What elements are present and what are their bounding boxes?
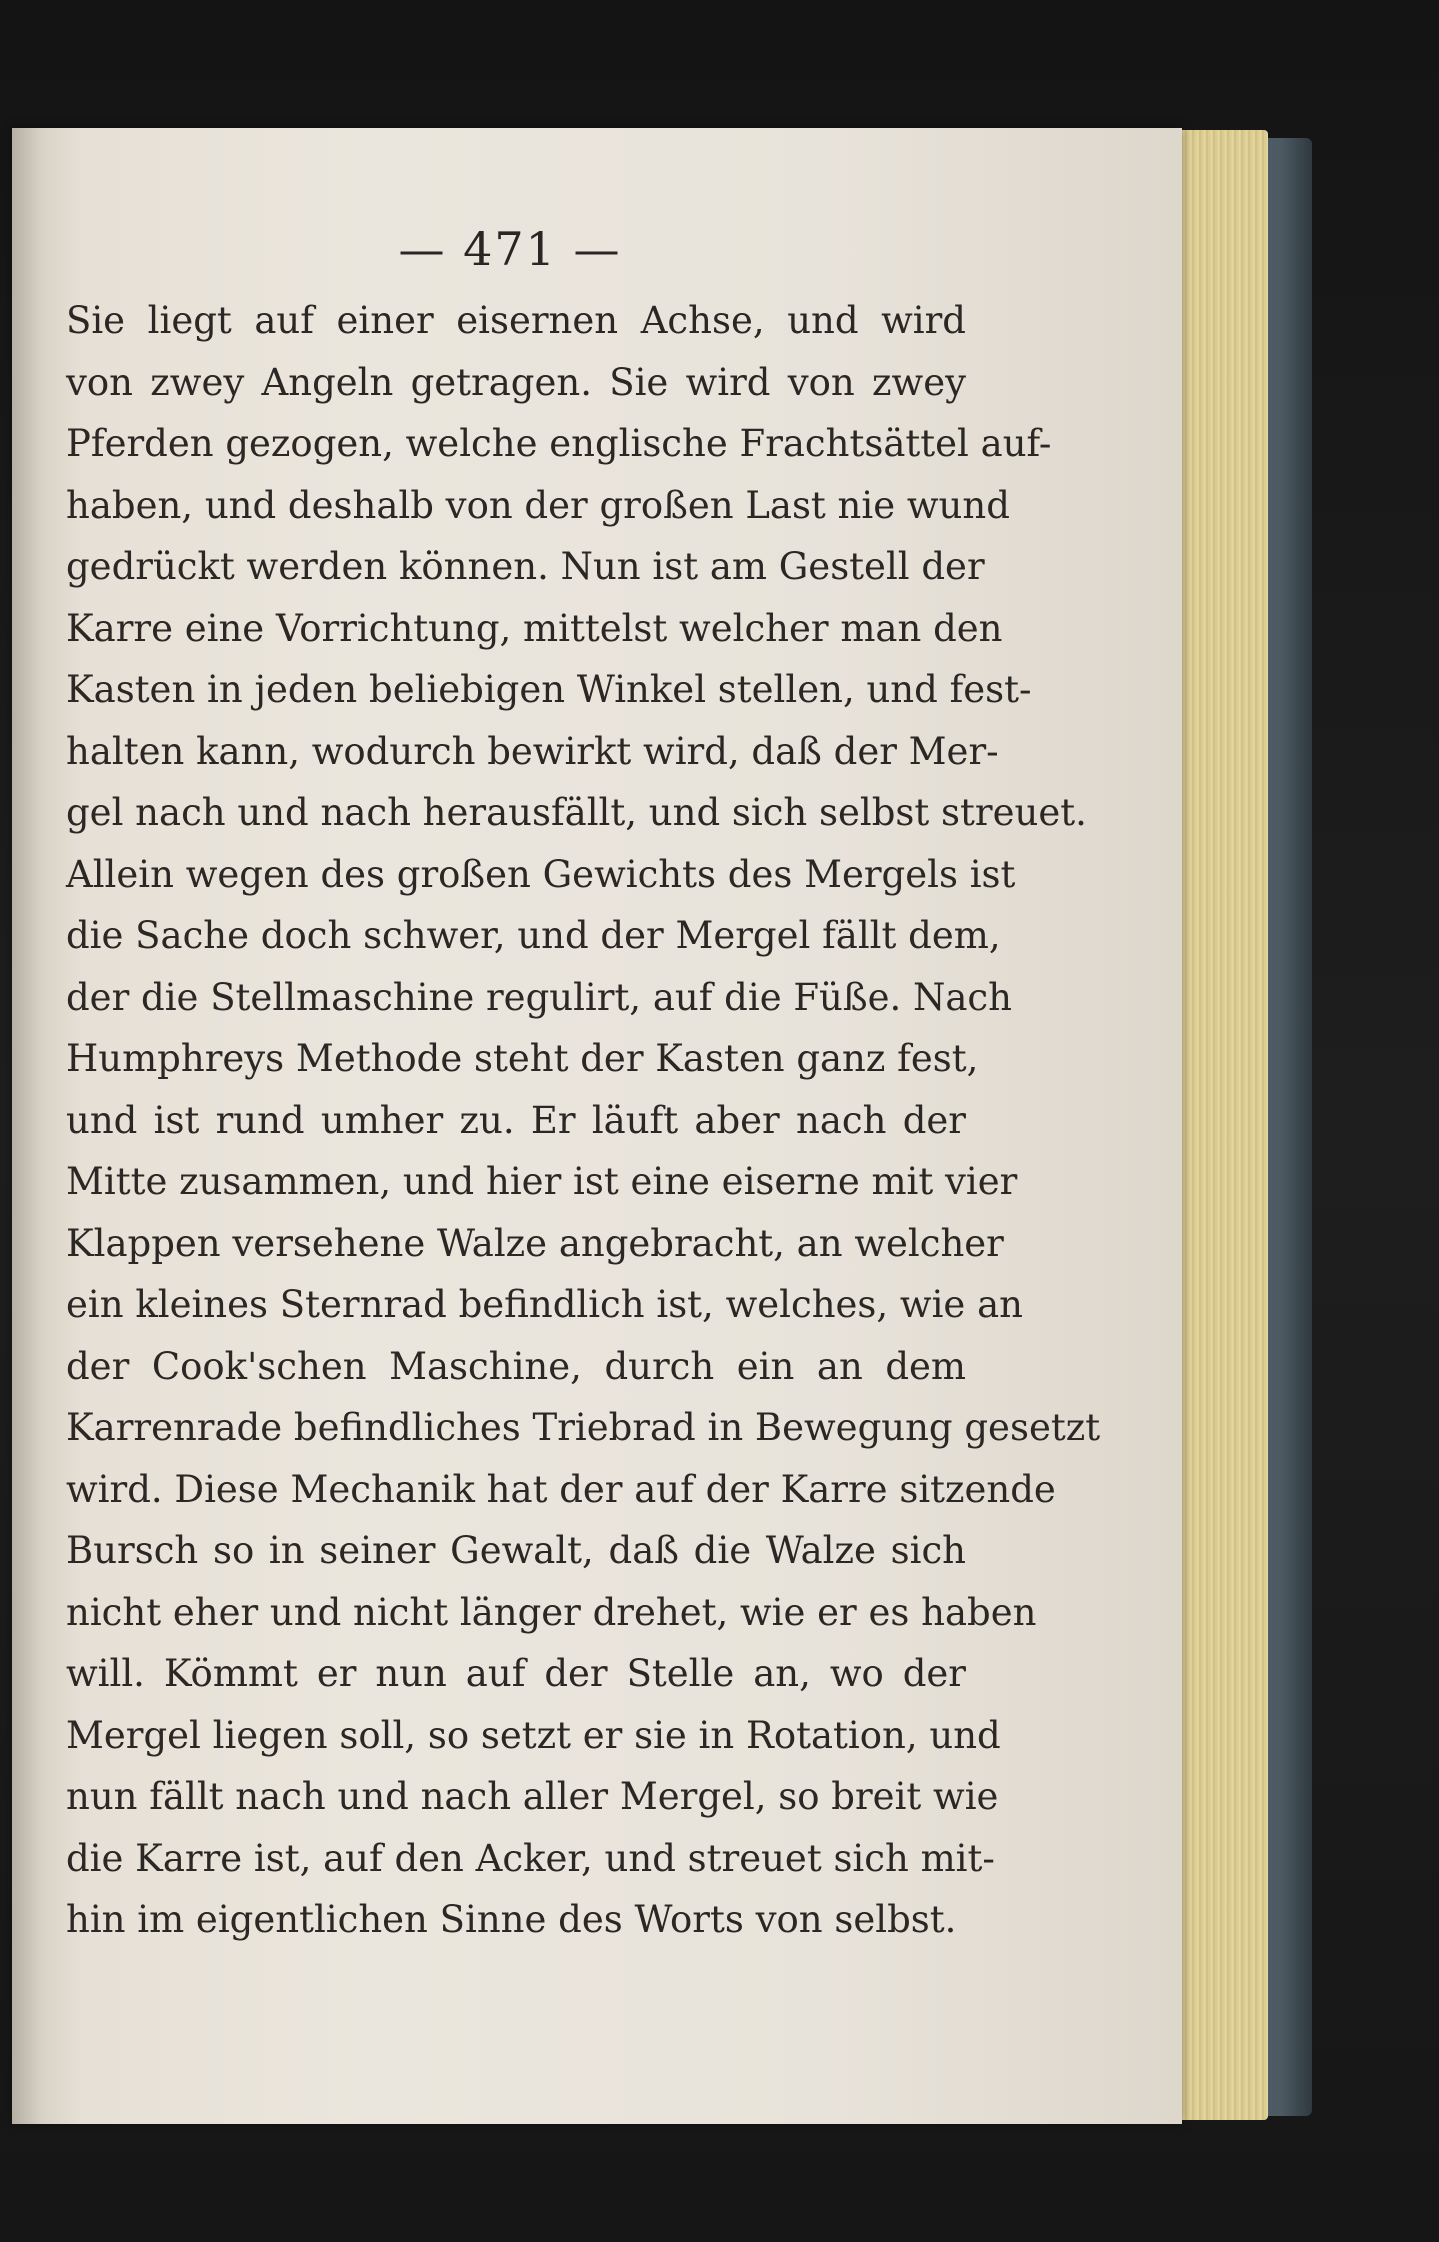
- text-line: Mergel liegen soll, so setzt er sie in Rotation, und: [66, 1713, 1001, 1757]
- text-line: ein kleines Sternrad befindlich ist, welches, wie an: [66, 1283, 1023, 1326]
- text-line: Karre eine Vorrichtung, mittelst welcher man den: [66, 606, 1003, 650]
- text-line: nun fällt nach und nach aller Mergel, so breit wie: [66, 1775, 999, 1818]
- text-line: der die Stellmaschine regulirt, auf die Füße. Nach: [66, 975, 1012, 1019]
- text-line: Kasten in jeden beliebigen Winkel stellen, und fest-: [66, 668, 1032, 711]
- page-number: — 471 —: [398, 222, 622, 276]
- text-line: die Karre ist, auf den Acker, und streuet sich mit-: [66, 1836, 995, 1880]
- text-line: Karrenrade befindliches Triebrad in Bewegung gesetzt: [66, 1406, 1101, 1449]
- text-line: nicht eher und nicht länger drehet, wie er es haben: [66, 1590, 1037, 1634]
- text-line: die Sache doch schwer, und der Mergel fällt dem,: [66, 914, 1001, 957]
- text-line: der Cook'schen Maschine, durch ein an dem: [66, 1344, 966, 1388]
- text-line: Allein wegen des großen Gewichts des Mergels ist: [66, 852, 1016, 896]
- body-text: [66, 290, 1101, 1951]
- text-line: Humphreys Methode steht der Kasten ganz fest,: [66, 1037, 979, 1080]
- text-line: gedrückt werden können. Nun ist am Gestell der: [66, 545, 985, 588]
- text-line: und ist rund umher zu. Er läuft aber nach der: [66, 1098, 966, 1142]
- text-line: Mitte zusammen, und hier ist eine eiserne mit vier: [66, 1160, 1018, 1203]
- text-line: Pferden gezogen, welche englische Frachtsättel auf-: [66, 422, 1052, 465]
- text-line: Bursch so in seiner Gewalt, daß die Walze sich: [66, 1529, 966, 1572]
- text-line: gel nach und nach herausfällt, und sich selbst streuet.: [66, 791, 1087, 834]
- text-line: von zwey Angeln getragen. Sie wird von zwey: [66, 360, 966, 404]
- text-line: Sie liegt auf einer eisernen Achse, und wird: [66, 299, 966, 342]
- text-line: hin im eigentlichen Sinne des Worts von selbst.: [66, 1898, 957, 1941]
- text-line: Klappen versehene Walze angebracht, an welcher: [66, 1221, 1004, 1265]
- text-line: wird. Diese Mechanik hat der auf der Karre sitzende: [66, 1467, 1056, 1511]
- spine-shadow: [12, 128, 42, 2124]
- text-line: halten kann, wodurch bewirkt wird, daß der Mer-: [66, 729, 999, 773]
- text-line: will. Kömmt er nun auf der Stelle an, wo der: [66, 1652, 966, 1695]
- text-line: haben, und deshalb von der großen Last nie wund: [66, 483, 1010, 527]
